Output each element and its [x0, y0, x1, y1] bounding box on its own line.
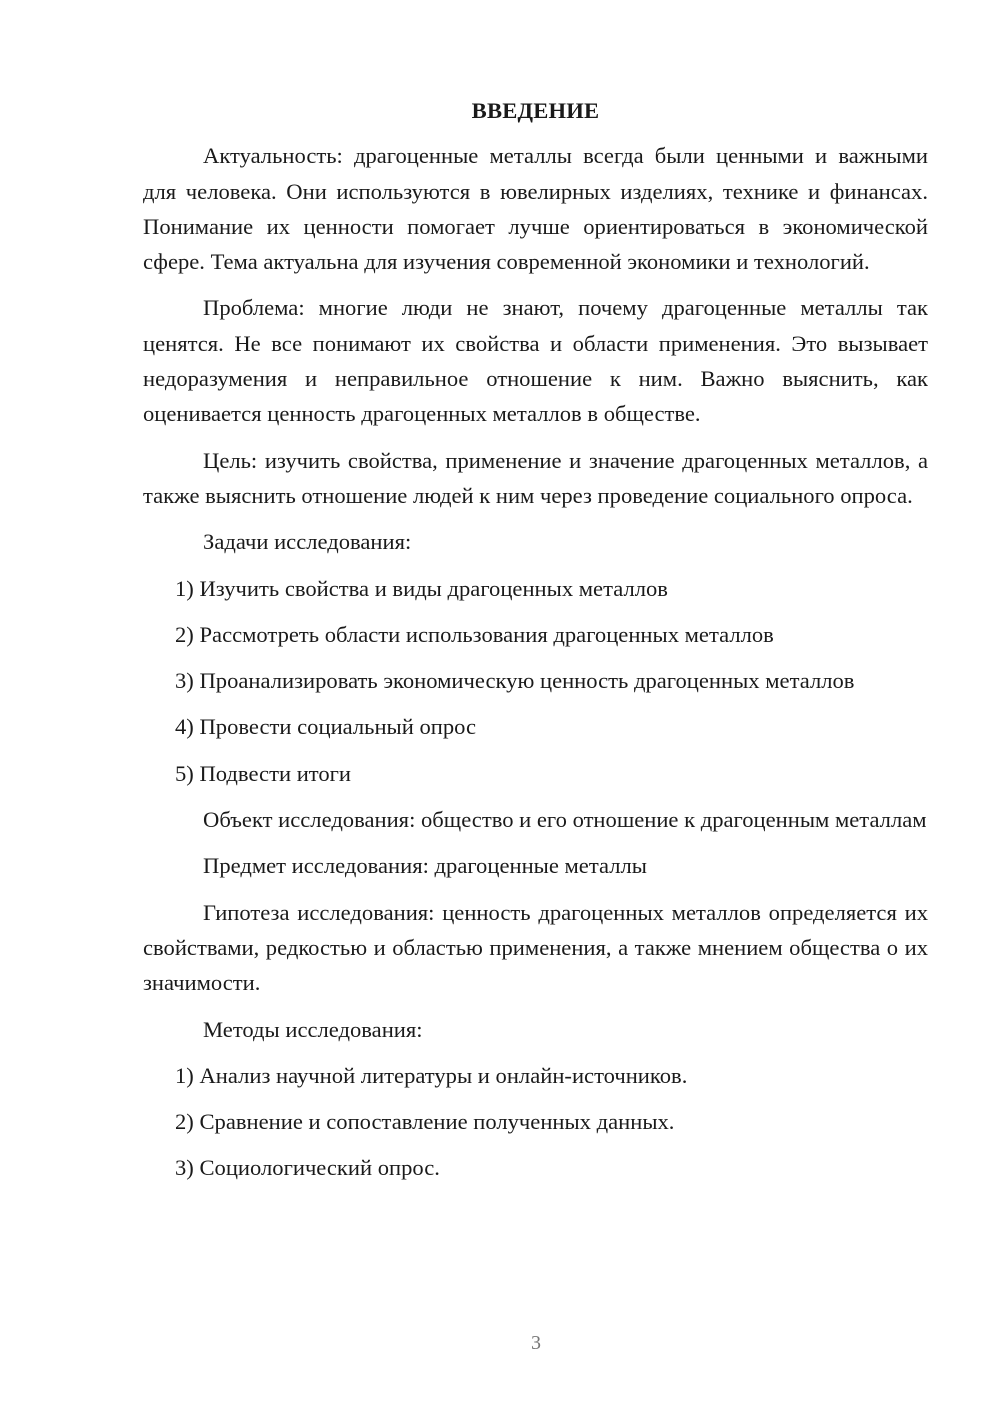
list-item: 3) Социологический опрос.: [175, 1155, 440, 1181]
page-number: 3: [531, 1332, 541, 1354]
subject-paragraph: Предмет исследования: драгоценные металлы: [203, 853, 647, 879]
tasks-list: [143, 571, 928, 791]
goal-paragraph: Цель: изучить свойства, применение и значение драгоценных металлов, а также выяснить отношение людей к ним через проведение социального опроса.: [143, 447, 928, 508]
problem-paragraph: Проблема: многие люди не знают, почему драгоценные металлы так ценятся. Не все понимают их свойства и области применения. Это вызывает недоразумения и неправильное отношение к ним. Важно выяснить, как оценивается ценность драгоценных металлов в обществе.: [143, 295, 928, 427]
list-item: 5) Подвести итоги: [175, 760, 352, 786]
methods-list: [143, 1058, 928, 1186]
methods-label: Методы исследования:: [203, 1016, 423, 1042]
list-item: 4) Провести социальный опрос: [175, 714, 477, 740]
list-item: 1) Анализ научной литературы и онлайн-источников.: [175, 1062, 688, 1088]
object-paragraph: Объект исследования: общество и его отношение к драгоценным металлам: [203, 807, 927, 833]
list-item: 1) Изучить свойства и виды драгоценных металлов: [175, 575, 668, 601]
page-title: ВВЕДЕНИЕ: [471, 98, 600, 123]
list-item: 2) Рассмотреть области использования драгоценных металлов: [175, 621, 774, 647]
hypothesis-paragraph: Гипотеза исследования: ценность драгоценных металлов определяется их свойствами, редкостью и областью применения, а также мнением общества о их значимости.: [143, 899, 928, 996]
relevance-paragraph: Актуальность: драгоценные металлы всегда были ценными и важными для человека. Они используются в ювелирных изделиях, технике и финансах. Понимание их ценности помогает лучше ориентироваться в экономической сфере. Тема актуальна для изучения современной экономики и технологий.: [143, 143, 928, 275]
list-item: 3) Проанализировать экономическую ценность драгоценных металлов: [175, 668, 855, 694]
list-item: 2) Сравнение и сопоставление полученных данных.: [175, 1109, 675, 1135]
tasks-label: Задачи исследования:: [203, 529, 412, 555]
document-body: [143, 93, 928, 1186]
